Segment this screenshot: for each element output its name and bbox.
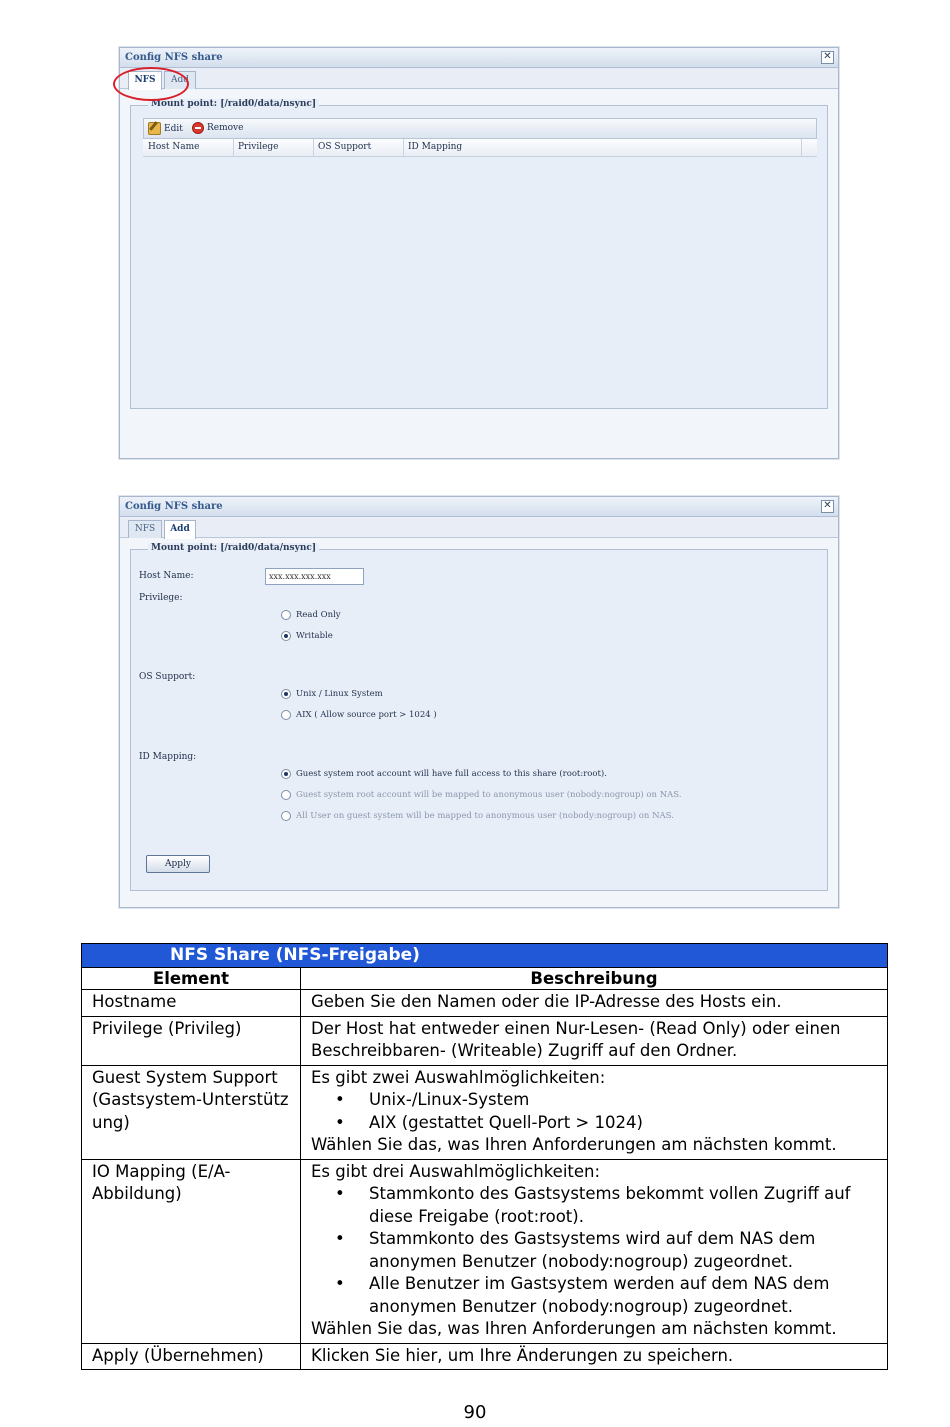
dialog-title-bar (120, 48, 838, 68)
radio-label: Unix / Linux System (296, 689, 383, 699)
tab-nfs[interactable]: NFS (128, 71, 162, 90)
nfs-share-table (81, 943, 888, 1370)
close-icon[interactable]: ✕ (821, 51, 834, 64)
id-mapping-all-anon-radio[interactable] (281, 811, 674, 821)
row-description (301, 1065, 888, 1159)
host-name-input[interactable]: xxx.xxx.xxx.xxx (265, 568, 364, 585)
radio-label: Read Only (296, 610, 341, 620)
radio-label: Guest system root account will be mapped to anonymous user (nobody:nogroup) on NAS. (296, 790, 682, 800)
os-unix-linux-radio[interactable] (281, 689, 383, 699)
radio-icon (281, 610, 291, 620)
dialog-title: Config NFS share (125, 501, 223, 512)
remove-label: Remove (207, 123, 244, 133)
column-host-name[interactable]: Host Name (143, 139, 234, 156)
table-row (82, 990, 888, 1017)
table-title-row (82, 944, 888, 968)
list-item: • Stammkonto des Gastsystems wird auf dem NAS dem anonymen Benutzer (nobody:nogroup) zugeordnet. (369, 1228, 877, 1273)
tab-bar (120, 517, 838, 538)
dialog-title: Config NFS share (125, 52, 223, 63)
id-mapping-root-radio[interactable] (281, 769, 607, 779)
tab-add[interactable]: Add (164, 71, 196, 89)
row-description (301, 1159, 888, 1343)
column-os-support[interactable]: OS Support (313, 139, 404, 156)
row-element: Guest System Support (Gastsystem-Unterstützung) (82, 1065, 301, 1159)
row-element: Privilege (Privileg) (82, 1016, 301, 1065)
table-header-row (82, 968, 888, 990)
description-outro: Wählen Sie das, was Ihren Anforderungen am nächsten kommt. (311, 1135, 837, 1154)
tab-nfs[interactable]: NFS (128, 520, 162, 538)
radio-icon (281, 811, 291, 821)
privilege-writable-radio[interactable] (281, 631, 333, 641)
header-element: Element (82, 968, 301, 990)
table-title: NFS Share (NFS-Freigabe) (82, 944, 888, 968)
edit-label: Edit (164, 123, 183, 134)
privilege-read-only-radio[interactable] (281, 610, 341, 620)
table-row (82, 1159, 888, 1343)
id-mapping-label: ID Mapping: (139, 752, 197, 762)
description-outro: Wählen Sie das, was Ihren Anforderungen am nächsten kommt. (311, 1319, 837, 1338)
radio-icon (281, 710, 291, 720)
edit-button[interactable] (148, 122, 183, 135)
host-name-label: Host Name: (139, 571, 194, 581)
tab-bar (120, 68, 838, 89)
option-list (311, 1183, 877, 1318)
privilege-label: Privilege: (139, 593, 183, 603)
id-mapping-root-anon-radio[interactable] (281, 790, 682, 800)
list-item: • Alle Benutzer im Gastsystem werden auf dem NAS dem anonymen Benutzer (nobody:nogroup) zugeordnet. (369, 1273, 877, 1318)
mount-point-panel (130, 543, 828, 891)
remove-icon (192, 122, 204, 134)
list-item: • Unix-/Linux-System (369, 1089, 877, 1112)
mount-point-label: Mount point: [/raid0/data/nsync] (148, 543, 319, 553)
radio-label: All User on guest system will be mapped to anonymous user (nobody:nogroup) on NAS. (296, 811, 674, 821)
grid-header (143, 139, 817, 157)
row-element: IO Mapping (E/A-Abbildung) (82, 1159, 301, 1343)
radio-label: Writable (296, 631, 333, 641)
row-description: Geben Sie den Namen oder die IP-Adresse des Hosts ein. (301, 990, 888, 1017)
radio-selected-icon (281, 689, 291, 699)
column-id-mapping[interactable]: ID Mapping (403, 139, 802, 156)
row-description: Der Host hat entweder einen Nur-Lesen- (Read Only) oder einen Beschreibbaren- (Writeable) Zugriff auf den Ordner. (301, 1016, 888, 1065)
radio-selected-icon (281, 769, 291, 779)
table-row (82, 1065, 888, 1159)
remove-button[interactable] (192, 122, 243, 134)
description-intro: Es gibt drei Auswahlmöglichkeiten: (311, 1161, 601, 1181)
os-aix-radio[interactable] (281, 710, 437, 720)
mount-point-panel (130, 99, 828, 409)
mount-point-label: Mount point: [/raid0/data/nsync] (148, 99, 319, 109)
nfs-list-dialog (119, 47, 839, 459)
apply-button[interactable]: Apply (146, 855, 210, 873)
toolbar (143, 118, 817, 139)
list-item: • Stammkonto des Gastsystems bekommt vollen Zugriff auf diese Freigabe (root:root). (369, 1183, 877, 1228)
description-intro: Es gibt zwei Auswahlmöglichkeiten: (311, 1067, 606, 1087)
row-description: Klicken Sie hier, um Ihre Änderungen zu speichern. (301, 1343, 888, 1370)
column-privilege[interactable]: Privilege (233, 139, 314, 156)
table-row (82, 1343, 888, 1370)
radio-selected-icon (281, 631, 291, 641)
header-description: Beschreibung (301, 968, 888, 990)
close-icon[interactable]: ✕ (821, 500, 834, 513)
radio-label: AIX ( Allow source port > 1024 ) (296, 710, 437, 720)
page-number: 90 (463, 1402, 487, 1423)
dialog-title-bar (120, 497, 838, 517)
row-element: Hostname (82, 990, 301, 1017)
os-support-label: OS Support: (139, 672, 196, 682)
radio-icon (281, 790, 291, 800)
table-row (82, 1016, 888, 1065)
list-item: • AIX (gestattet Quell-Port > 1024) (369, 1112, 877, 1135)
row-element: Apply (Übernehmen) (82, 1343, 301, 1370)
nfs-add-dialog (119, 496, 839, 908)
radio-label: Guest system root account will have full access to this share (root:root). (296, 769, 607, 779)
option-list (311, 1089, 877, 1134)
edit-icon (148, 122, 161, 135)
tab-add[interactable]: Add (164, 520, 196, 539)
nfs-tab-highlight-circle (113, 67, 189, 101)
